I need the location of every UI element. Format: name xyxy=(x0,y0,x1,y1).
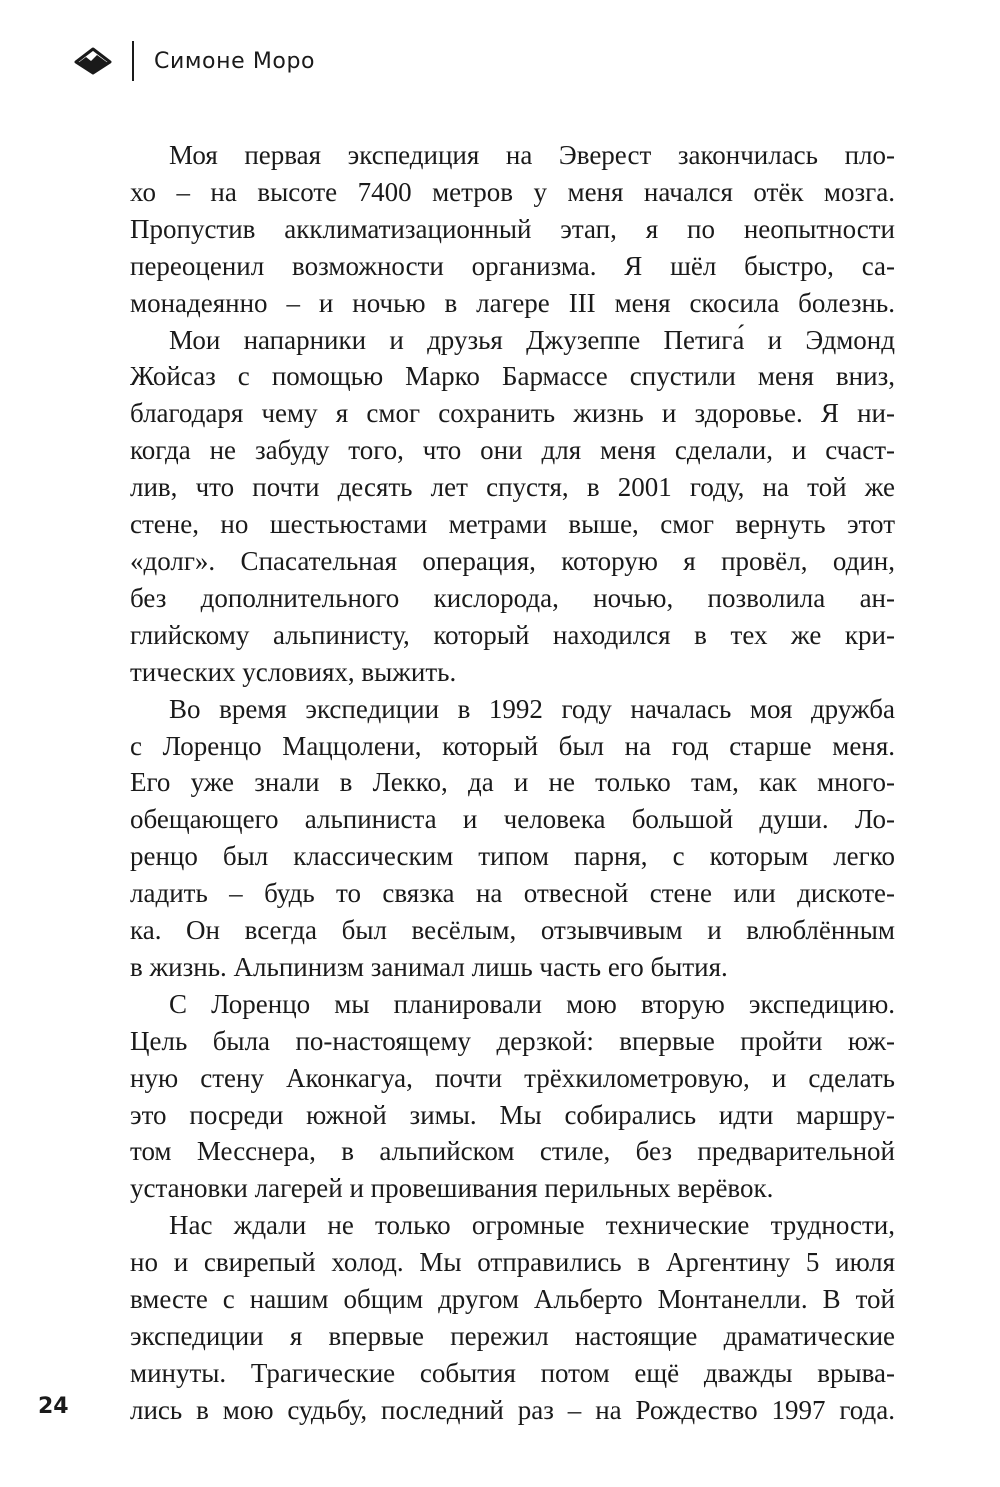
text-line: ка. Он всегда был весёлым, отзывчивым и влюблённым xyxy=(130,915,895,946)
text-line: минуты. Трагические события потом ещё дважды врыва- xyxy=(130,1357,895,1388)
text-line: тических условиях, выжить. xyxy=(130,656,457,687)
running-header xyxy=(72,38,315,84)
text-line: Нас ждали не только огромные технические трудности, xyxy=(169,1210,895,1241)
mountain-logo-icon xyxy=(72,46,114,76)
text-line: с Лоренцо Маццолени, который был на год старше меня. xyxy=(130,730,895,761)
text-line: хо – на высоте 7400 метров у меня начался отёк мозга. xyxy=(130,176,895,207)
text-line: Мои напарники и друзья Джузеппе Петига́ и Эдмонд xyxy=(169,324,895,355)
text-line: лись в мою судьбу, последний раз – на Рождество 1997 года. xyxy=(130,1394,895,1425)
text-line: установки лагерей и провешивания перильных верёвок. xyxy=(130,1173,774,1204)
text-line: стене, но шестьюстами метрами выше, смог вернуть этот xyxy=(130,509,895,540)
text-line: когда не забуду того, что они для меня сделали, и счаст- xyxy=(130,435,895,466)
text-line: обещающего альпиниста и человека большой души. Ло- xyxy=(130,804,895,835)
text-line: Жойсаз с помощью Марко Бармассе спустили меня вниз, xyxy=(130,361,895,392)
text-line: Его уже знали в Лекко, да и не только там, как много- xyxy=(130,767,895,798)
text-line: в жизнь. Альпинизм занимал лишь часть его бытия. xyxy=(130,951,728,982)
text-line: Во время экспедиции в 1992 году началась моя дружба xyxy=(169,693,895,724)
text-line: лив, что почти десять лет спустя, в 2001 году, на той же xyxy=(130,472,895,503)
text-line: без дополнительного кислорода, ночью, позволила ан- xyxy=(130,582,895,613)
text-line: ренцо был классическим типом парня, с которым легко xyxy=(130,841,895,872)
paragraph xyxy=(130,322,895,691)
text-line: «долг». Спасательная операция, которую я провёл, один, xyxy=(130,545,895,576)
paragraph xyxy=(130,1207,895,1428)
text-line: монадеянно – и ночью в лагере III меня скосила болезнь. xyxy=(130,287,895,318)
paragraph xyxy=(130,691,895,986)
text-line: том Месснера, в альпийском стиле, без предварительной xyxy=(130,1136,895,1167)
page-number: 24 xyxy=(38,1394,69,1419)
text-line: переоценил возможности организма. Я шёл быстро, са- xyxy=(130,250,895,281)
paragraph xyxy=(130,137,895,322)
paragraph xyxy=(130,986,895,1207)
text-line: это посреди южной зимы. Мы собирались идти маршру- xyxy=(130,1099,895,1130)
text-line: ную стену Аконкагуа, почти трёхкилометровую, и сделать xyxy=(130,1062,895,1093)
header-divider xyxy=(132,41,134,81)
author-name: Симоне Моро xyxy=(154,48,316,74)
text-line: С Лоренцо мы планировали мою вторую экспедицию. xyxy=(169,988,895,1019)
body-text xyxy=(130,137,895,1429)
text-line: экспедиции я впервые пережил настоящие драматические xyxy=(130,1321,895,1351)
text-line: Цель была по-настоящему дерзкой: впервые пройти юж- xyxy=(130,1025,895,1056)
text-line: благодаря чему я смог сохранить жизнь и здоровье. Я ни- xyxy=(130,398,895,429)
text-line: ладить – будь то связка на отвесной стене или дискоте- xyxy=(130,878,895,909)
text-line: Пропустив акклиматизационный этап, я по неопытности xyxy=(130,213,895,244)
text-line: но и свирепый холод. Мы отправились в Аргентину 5 июля xyxy=(130,1247,895,1278)
text-line: Моя первая экспедиция на Эверест закончилась пло- xyxy=(169,140,895,170)
text-line: глийскому альпинисту, который находился в тех же кри- xyxy=(130,619,895,650)
text-line: вместе с нашим общим другом Альберто Монтанелли. В той xyxy=(130,1284,895,1315)
